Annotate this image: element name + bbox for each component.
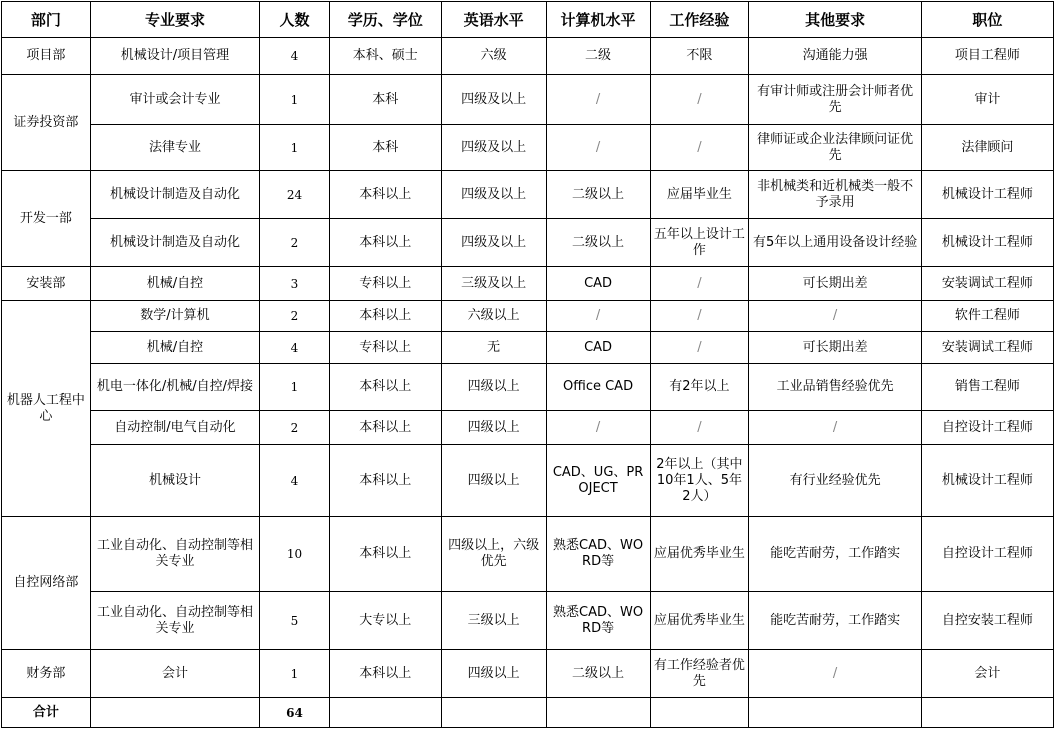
table-row (2, 445, 1054, 517)
table-row (2, 301, 1054, 332)
position-cell: 审计 (921, 75, 1053, 125)
table-row (2, 38, 1054, 75)
edu-cell: 本科以上 (329, 411, 441, 445)
major-cell: 审计或会计专业 (90, 75, 259, 125)
count-cell: 2 (260, 219, 330, 267)
major-cell: 数学/计算机 (90, 301, 259, 332)
computer-cell: CAD (546, 332, 650, 364)
computer-cell: / (546, 411, 650, 445)
total-row (2, 698, 1054, 728)
major-cell: 工业自动化、自动控制等相关专业 (90, 592, 259, 650)
experience-cell: / (650, 75, 749, 125)
dept-cell: 安装部 (2, 267, 91, 301)
count-cell: 5 (260, 592, 330, 650)
header-row (2, 2, 1054, 38)
dept-cell: 开发一部 (2, 171, 91, 267)
dept-cell: 机器人工程中心 (2, 301, 91, 517)
other-cell: 有5年以上通用设备设计经验 (749, 219, 921, 267)
table-row (2, 171, 1054, 219)
computer-cell: 二级以上 (546, 650, 650, 698)
position-cell: 自控设计工程师 (921, 517, 1053, 592)
total-empty-cell (90, 698, 259, 728)
computer-cell: CAD、UG、PROJECT (546, 445, 650, 517)
other-cell: / (749, 301, 921, 332)
table-row (2, 411, 1054, 445)
count-cell: 4 (260, 445, 330, 517)
english-cell: 四级以上 (441, 445, 546, 517)
position-cell: 法律顾问 (921, 125, 1053, 171)
other-cell: 可长期出差 (749, 332, 921, 364)
experience-cell: 有工作经验者优先 (650, 650, 749, 698)
position-cell: 软件工程师 (921, 301, 1053, 332)
other-cell: 律师证或企业法律顾问证优先 (749, 125, 921, 171)
computer-cell: / (546, 75, 650, 125)
header-english: 英语水平 (441, 2, 546, 38)
english-cell: 四级及以上 (441, 125, 546, 171)
experience-cell: 不限 (650, 38, 749, 75)
english-cell: 三级以上 (441, 592, 546, 650)
position-cell: 销售工程师 (921, 364, 1053, 411)
count-cell: 1 (260, 364, 330, 411)
other-cell: 有审计师或注册会计师者优先 (749, 75, 921, 125)
major-cell: 工业自动化、自动控制等相关专业 (90, 517, 259, 592)
other-cell: 能吃苦耐劳，工作踏实 (749, 592, 921, 650)
position-cell: 机械设计工程师 (921, 445, 1053, 517)
table-row (2, 364, 1054, 411)
computer-cell: / (546, 125, 650, 171)
table-row (2, 219, 1054, 267)
header-other: 其他要求 (749, 2, 921, 38)
dept-cell: 财务部 (2, 650, 91, 698)
major-cell: 机电一体化/机械/自控/焊接 (90, 364, 259, 411)
total-empty-cell (921, 698, 1053, 728)
header-count: 人数 (260, 2, 330, 38)
other-cell: / (749, 650, 921, 698)
table-row (2, 650, 1054, 698)
table-row (2, 332, 1054, 364)
edu-cell: 本科以上 (329, 171, 441, 219)
position-cell: 安装调试工程师 (921, 332, 1053, 364)
computer-cell: 熟悉CAD、WORD等 (546, 517, 650, 592)
computer-cell: CAD (546, 267, 650, 301)
english-cell: 四级及以上 (441, 171, 546, 219)
position-cell: 会计 (921, 650, 1053, 698)
dept-cell: 项目部 (2, 38, 91, 75)
other-cell: 能吃苦耐劳，工作踏实 (749, 517, 921, 592)
total-empty-cell (546, 698, 650, 728)
header-department: 部门 (2, 2, 91, 38)
computer-cell: Office CAD (546, 364, 650, 411)
table-row (2, 267, 1054, 301)
edu-cell: 本科 (329, 75, 441, 125)
count-cell: 10 (260, 517, 330, 592)
major-cell: 机械设计制造及自动化 (90, 171, 259, 219)
count-cell: 1 (260, 75, 330, 125)
header-experience: 工作经验 (650, 2, 749, 38)
other-cell: / (749, 411, 921, 445)
major-cell: 自动控制/电气自动化 (90, 411, 259, 445)
total-empty-cell (650, 698, 749, 728)
edu-cell: 专科以上 (329, 267, 441, 301)
english-cell: 四级及以上 (441, 75, 546, 125)
table-row (2, 592, 1054, 650)
major-cell: 机械/自控 (90, 332, 259, 364)
computer-cell: / (546, 301, 650, 332)
english-cell: 三级及以上 (441, 267, 546, 301)
edu-cell: 本科以上 (329, 301, 441, 332)
major-cell: 机械/自控 (90, 267, 259, 301)
experience-cell: / (650, 267, 749, 301)
edu-cell: 大专以上 (329, 592, 441, 650)
experience-cell: / (650, 125, 749, 171)
total-count: 64 (260, 698, 330, 728)
experience-cell: / (650, 301, 749, 332)
experience-cell: 应届优秀毕业生 (650, 592, 749, 650)
edu-cell: 本科以上 (329, 517, 441, 592)
count-cell: 4 (260, 332, 330, 364)
dept-cell: 证券投资部 (2, 75, 91, 171)
count-cell: 1 (260, 650, 330, 698)
experience-cell: / (650, 332, 749, 364)
computer-cell: 二级以上 (546, 219, 650, 267)
edu-cell: 本科以上 (329, 364, 441, 411)
english-cell: 四级以上 (441, 411, 546, 445)
english-cell: 四级以上，六级优先 (441, 517, 546, 592)
dept-cell: 自控网络部 (2, 517, 91, 650)
total-empty-cell (749, 698, 921, 728)
english-cell: 四级以上 (441, 650, 546, 698)
edu-cell: 本科以上 (329, 650, 441, 698)
edu-cell: 本科 (329, 125, 441, 171)
total-empty-cell (329, 698, 441, 728)
count-cell: 2 (260, 411, 330, 445)
computer-cell: 二级 (546, 38, 650, 75)
position-cell: 自控设计工程师 (921, 411, 1053, 445)
experience-cell: / (650, 411, 749, 445)
count-cell: 2 (260, 301, 330, 332)
table-row (2, 75, 1054, 125)
experience-cell: 应届毕业生 (650, 171, 749, 219)
position-cell: 机械设计工程师 (921, 171, 1053, 219)
other-cell: 工业品销售经验优先 (749, 364, 921, 411)
table-row (2, 125, 1054, 171)
major-cell: 机械设计/项目管理 (90, 38, 259, 75)
header-computer: 计算机水平 (546, 2, 650, 38)
table-row (2, 517, 1054, 592)
count-cell: 3 (260, 267, 330, 301)
major-cell: 机械设计制造及自动化 (90, 219, 259, 267)
english-cell: 无 (441, 332, 546, 364)
position-cell: 自控安装工程师 (921, 592, 1053, 650)
english-cell: 四级及以上 (441, 219, 546, 267)
header-education: 学历、学位 (329, 2, 441, 38)
computer-cell: 二级以上 (546, 171, 650, 219)
total-empty-cell (441, 698, 546, 728)
header-position: 职位 (921, 2, 1053, 38)
english-cell: 四级以上 (441, 364, 546, 411)
other-cell: 沟通能力强 (749, 38, 921, 75)
position-cell: 项目工程师 (921, 38, 1053, 75)
english-cell: 六级以上 (441, 301, 546, 332)
experience-cell: 应届优秀毕业生 (650, 517, 749, 592)
other-cell: 有行业经验优先 (749, 445, 921, 517)
major-cell: 会计 (90, 650, 259, 698)
edu-cell: 专科以上 (329, 332, 441, 364)
edu-cell: 本科以上 (329, 219, 441, 267)
position-cell: 机械设计工程师 (921, 219, 1053, 267)
experience-cell: 五年以上设计工作 (650, 219, 749, 267)
edu-cell: 本科以上 (329, 445, 441, 517)
edu-cell: 本科、硕士 (329, 38, 441, 75)
recruitment-table (1, 1, 1054, 728)
header-major: 专业要求 (90, 2, 259, 38)
count-cell: 24 (260, 171, 330, 219)
computer-cell: 熟悉CAD、WORD等 (546, 592, 650, 650)
english-cell: 六级 (441, 38, 546, 75)
major-cell: 机械设计 (90, 445, 259, 517)
count-cell: 4 (260, 38, 330, 75)
experience-cell: 有2年以上 (650, 364, 749, 411)
count-cell: 1 (260, 125, 330, 171)
other-cell: 非机械类和近机械类一般不予录用 (749, 171, 921, 219)
other-cell: 可长期出差 (749, 267, 921, 301)
experience-cell: 2年以上（其中10年1人、5年2人） (650, 445, 749, 517)
major-cell: 法律专业 (90, 125, 259, 171)
total-label: 合计 (2, 698, 91, 728)
position-cell: 安装调试工程师 (921, 267, 1053, 301)
